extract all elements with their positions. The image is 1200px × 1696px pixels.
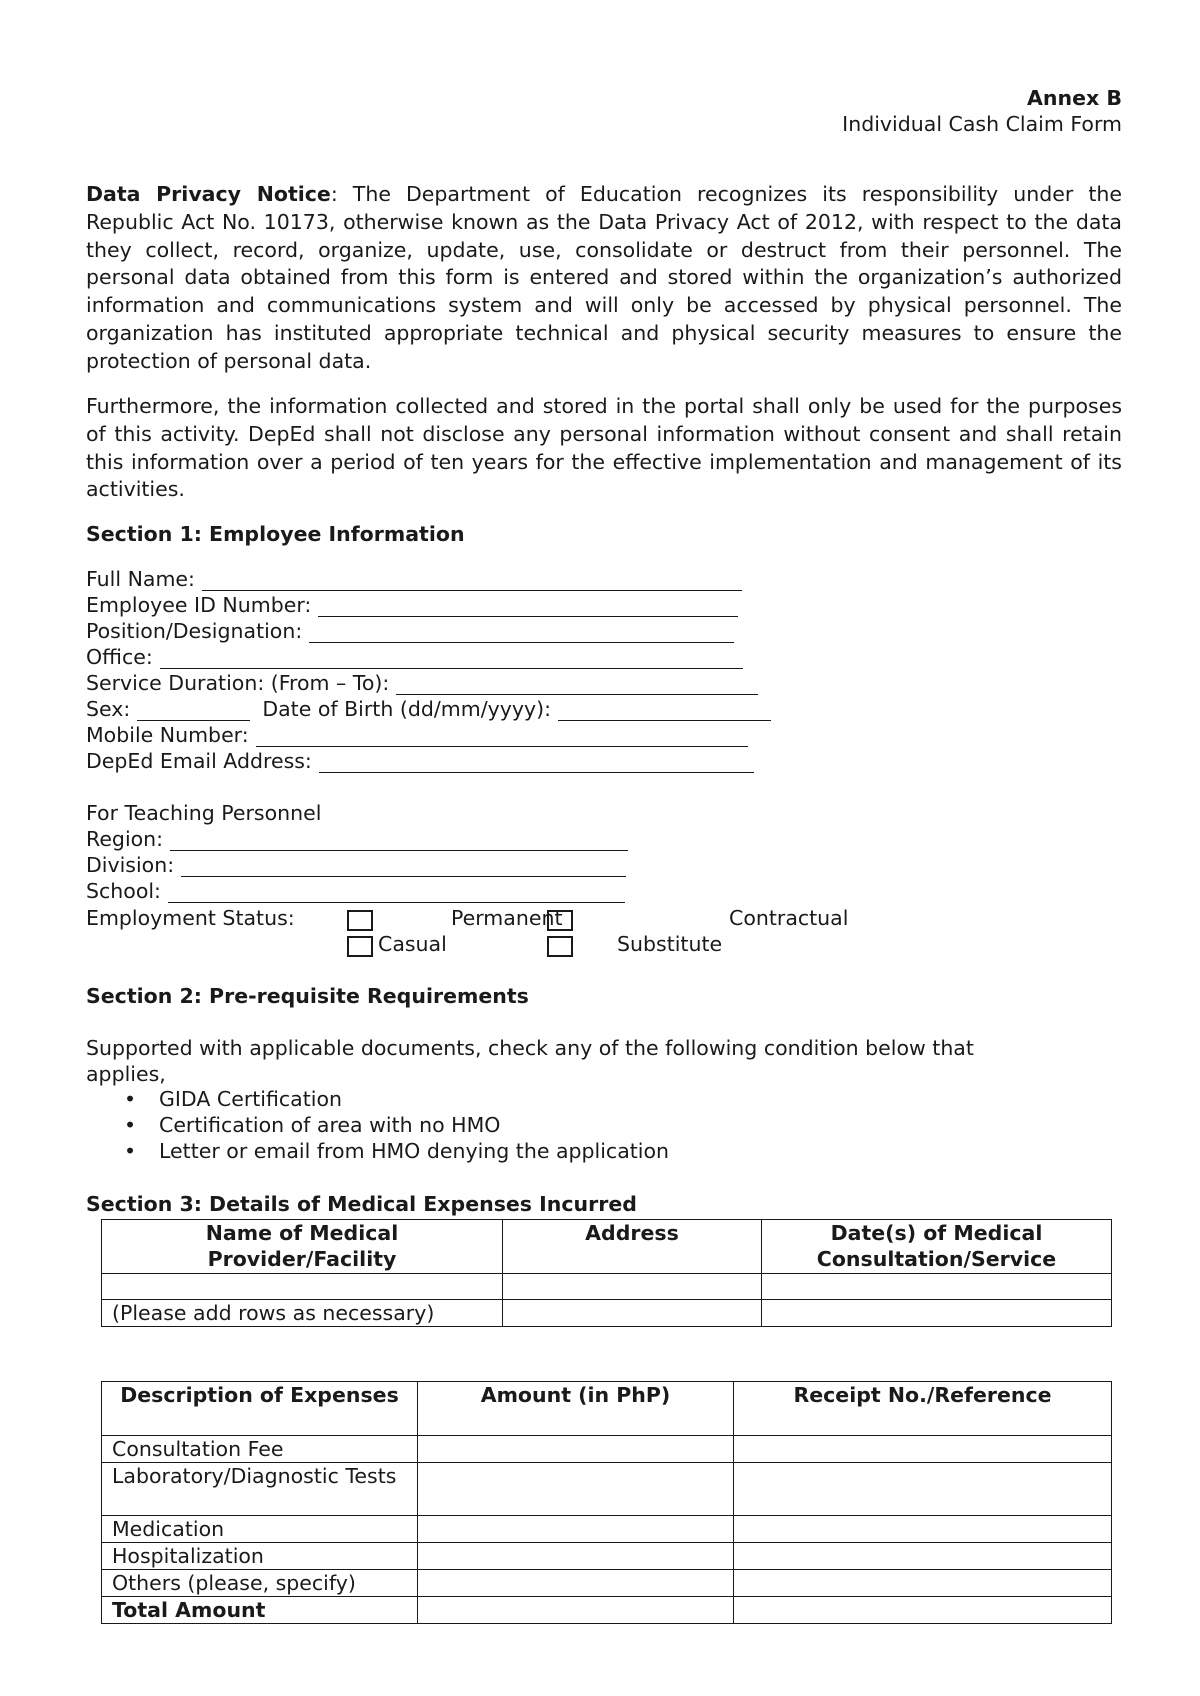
amount-cell[interactable] xyxy=(418,1543,734,1570)
office-input[interactable] xyxy=(160,650,743,669)
header-dates: Date(s) of Medical Consultation/Service xyxy=(762,1220,1112,1274)
list-item: • GIDA Certification xyxy=(124,1086,669,1112)
sex-input[interactable] xyxy=(137,702,250,721)
total-amount-label: Total Amount xyxy=(102,1597,418,1624)
email-label: DepEd Email Address: xyxy=(86,749,312,773)
annex-label: Annex B xyxy=(1027,86,1122,110)
section2-title: Section 2: Pre-requisite Requirements xyxy=(86,984,529,1008)
teaching-personnel-label: For Teaching Personnel xyxy=(86,801,322,825)
email-input[interactable] xyxy=(319,754,754,773)
division-label: Division: xyxy=(86,853,175,877)
school-input[interactable] xyxy=(168,884,625,903)
casual-checkbox[interactable] xyxy=(347,936,373,957)
total-amount-cell[interactable] xyxy=(418,1597,734,1624)
employee-id-field xyxy=(86,591,738,617)
add-rows-note: (Please add rows as necessary) xyxy=(102,1300,503,1327)
expense-label: Hospitalization xyxy=(102,1543,418,1570)
header-address: Address xyxy=(503,1220,762,1274)
header-provider: Name of Medical Provider/Facility xyxy=(102,1220,503,1274)
office-field xyxy=(86,643,743,669)
mobile-input[interactable] xyxy=(256,728,748,747)
medical-provider-table xyxy=(101,1219,1112,1327)
privacy-notice-text: : The Department of Education recognizes its responsibility under the Republic Act No. 10173, otherwise known as the Data Privacy Act of 2012, with respect to the data they collect, record, organize, update, use, consolidate or destruct from their personnel. The personal data obtained from this form is entered and stored within the organization’s authorized information and communications system and will only be accessed by physical personnel. The organization has instituted appropriate technical and physical security measures to ensure the protection of personal data. xyxy=(86,182,1122,373)
sex-dob-row xyxy=(86,695,771,721)
position-input[interactable] xyxy=(309,624,734,643)
service-duration-input[interactable] xyxy=(396,676,758,695)
privacy-notice xyxy=(86,181,1122,376)
mobile-label: Mobile Number: xyxy=(86,723,249,747)
division-field xyxy=(86,851,626,877)
receipt-cell[interactable] xyxy=(734,1597,1112,1624)
full-name-field xyxy=(86,565,742,591)
permanent-label: Permanent xyxy=(451,906,563,930)
amount-cell[interactable] xyxy=(418,1516,734,1543)
expense-label: Laboratory/Diagnostic Tests xyxy=(102,1463,418,1516)
region-field xyxy=(86,825,628,851)
contractual-checkbox[interactable] xyxy=(547,910,573,931)
table-header-row xyxy=(102,1220,1112,1274)
office-label: Office: xyxy=(86,645,153,669)
sex-label: Sex: xyxy=(86,697,131,721)
receipt-cell[interactable] xyxy=(734,1463,1112,1516)
table-row xyxy=(102,1516,1112,1543)
table-cell[interactable] xyxy=(762,1300,1112,1327)
receipt-cell[interactable] xyxy=(734,1570,1112,1597)
substitute-checkbox[interactable] xyxy=(547,936,573,957)
division-input[interactable] xyxy=(181,858,626,877)
employee-id-label: Employee ID Number: xyxy=(86,593,312,617)
service-duration-field xyxy=(86,669,758,695)
header-description: Description of Expenses xyxy=(102,1382,418,1436)
table-row xyxy=(102,1274,1112,1300)
table-row xyxy=(102,1463,1112,1516)
receipt-cell[interactable] xyxy=(734,1516,1112,1543)
email-field xyxy=(86,747,754,773)
region-label: Region: xyxy=(86,827,164,851)
position-label: Position/Designation: xyxy=(86,619,303,643)
table-row xyxy=(102,1300,1112,1327)
expense-label: Others (please, specify) xyxy=(102,1570,418,1597)
section3-title: Section 3: Details of Medical Expenses Incurred xyxy=(86,1192,637,1216)
form-subtitle: Individual Cash Claim Form xyxy=(842,112,1122,136)
table-row xyxy=(102,1570,1112,1597)
school-field xyxy=(86,877,625,903)
service-duration-label: Service Duration: (From – To): xyxy=(86,671,390,695)
header-amount: Amount (in PhP) xyxy=(418,1382,734,1436)
list-item: • Letter or email from HMO denying the application xyxy=(124,1138,669,1164)
amount-cell[interactable] xyxy=(418,1436,734,1463)
expense-label: Medication xyxy=(102,1516,418,1543)
requirements-list xyxy=(124,1086,669,1164)
receipt-cell[interactable] xyxy=(734,1436,1112,1463)
position-field xyxy=(86,617,734,643)
table-cell[interactable] xyxy=(503,1274,762,1300)
expense-label: Consultation Fee xyxy=(102,1436,418,1463)
receipt-cell[interactable] xyxy=(734,1543,1112,1570)
permanent-checkbox[interactable] xyxy=(347,910,373,931)
table-cell[interactable] xyxy=(762,1274,1112,1300)
header-receipt: Receipt No./Reference xyxy=(734,1382,1112,1436)
table-row xyxy=(102,1597,1112,1624)
contractual-label: Contractual xyxy=(729,906,849,930)
substitute-label: Substitute xyxy=(617,932,723,956)
employment-status-label: Employment Status: xyxy=(86,906,295,930)
section2-intro-line1: Supported with applicable documents, check any of the following condition below that xyxy=(86,1036,974,1060)
full-name-label: Full Name: xyxy=(86,567,195,591)
teaching-personnel-heading xyxy=(86,799,321,825)
school-label: School: xyxy=(86,879,161,903)
table-cell[interactable] xyxy=(503,1300,762,1327)
table-row xyxy=(102,1436,1112,1463)
full-name-input[interactable] xyxy=(202,572,742,591)
dob-input[interactable] xyxy=(558,702,771,721)
mobile-field xyxy=(86,721,748,747)
table-cell[interactable] xyxy=(102,1274,503,1300)
casual-label: Casual xyxy=(378,932,447,956)
list-item: • Certification of area with no HMO xyxy=(124,1112,669,1138)
employee-id-input[interactable] xyxy=(318,598,738,617)
section1-title: Section 1: Employee Information xyxy=(86,522,465,546)
dob-label: Date of Birth (dd/mm/yyyy): xyxy=(262,697,552,721)
privacy-notice-label: Data Privacy Notice xyxy=(86,182,331,206)
table-row xyxy=(102,1543,1112,1570)
privacy-notice-continued: Furthermore, the information collected and stored in the portal shall only be used for the purposes of this activity. DepEd shall not disclose any personal information without consent and shall retain this information over a period of ten years for the effective implementation and management of its activities. xyxy=(86,394,1122,502)
section2-intro-line2: applies, xyxy=(86,1062,166,1086)
amount-cell[interactable] xyxy=(418,1463,734,1516)
region-input[interactable] xyxy=(170,832,628,851)
amount-cell[interactable] xyxy=(418,1570,734,1597)
table-header-row xyxy=(102,1382,1112,1436)
expenses-table xyxy=(101,1381,1112,1624)
